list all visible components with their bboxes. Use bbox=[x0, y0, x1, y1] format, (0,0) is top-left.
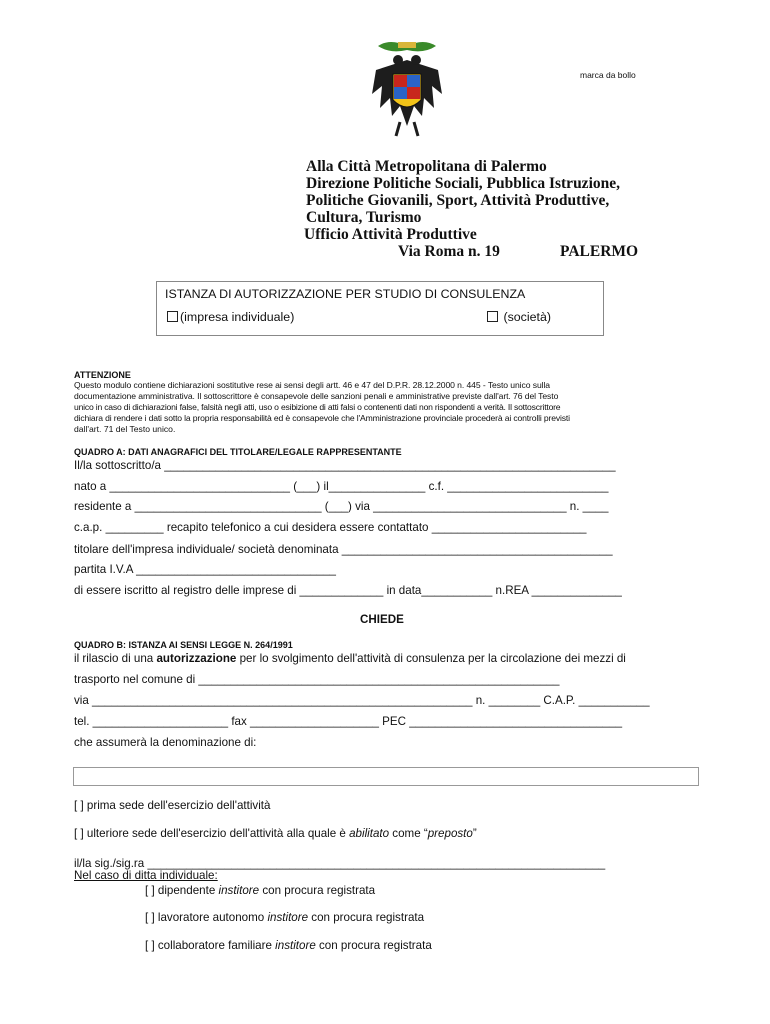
sub-option-employee[interactable] bbox=[145, 884, 375, 897]
sub-option-post: con procura registrata bbox=[308, 911, 425, 924]
request-intro bbox=[74, 652, 626, 665]
form-title-box bbox=[156, 281, 604, 336]
field-residence[interactable]: residente a _____________________________ (___) via ______________________________ n. ____ bbox=[74, 500, 609, 513]
option-further-pre: [ ] ulteriore sede dell'esercizio dell'attività alla quale è bbox=[74, 827, 350, 840]
option-further-em1: abilitato bbox=[349, 827, 390, 840]
recipient-address-line-4: Cultura, Turismo bbox=[306, 209, 422, 226]
attention-line-1: Questo modulo contiene dichiarazioni sostitutive rese ai sensi degli artt. 46 e 47 del D.P.R. 28.12.2000 n. 445 - Testo unico sulla bbox=[74, 380, 550, 390]
option-further-em2: preposto bbox=[427, 827, 473, 840]
sub-option-em: institore bbox=[275, 939, 316, 952]
request-intro-bold: autorizzazione bbox=[156, 652, 237, 665]
attention-heading: ATTENZIONE bbox=[74, 370, 131, 380]
sub-option-pre: [ ] lavoratore autonomo bbox=[145, 911, 268, 924]
field-cap-phone[interactable]: c.a.p. _________ recapito telefonico a cui desidera essere contattato ________________________ bbox=[74, 521, 587, 534]
option-individual[interactable] bbox=[167, 310, 294, 324]
option-further-office[interactable] bbox=[74, 827, 477, 840]
recipient-address-line-1: Alla Città Metropolitana di Palermo bbox=[306, 158, 547, 175]
request-intro-pre: il rilascio di una bbox=[74, 652, 157, 665]
stamp-label: marca da bollo bbox=[580, 70, 636, 80]
field-business-register[interactable]: di essere iscritto al registro delle imprese di _____________ in data___________ n.REA ______________ bbox=[74, 584, 622, 597]
option-company[interactable] bbox=[487, 310, 551, 324]
field-birth[interactable]: nato a ____________________________ (___) il_______________ c.f. _________________________ bbox=[74, 480, 609, 493]
chiede-heading: CHIEDE bbox=[360, 613, 404, 626]
recipient-address-line-3: Politiche Giovanili, Sport, Attività Produttive, bbox=[306, 192, 610, 209]
denomination-label: che assumerà la denominazione di: bbox=[74, 736, 257, 749]
sub-option-pre: [ ] collaboratore familiare bbox=[145, 939, 276, 952]
attention-line-2: documentazione amministrativa. Il sottoscrittore è consapevole delle sanzioni penali e amministrative previste dall'art. 76 del Testo bbox=[74, 391, 559, 401]
attention-line-4: dichiara di rendere i dati sotto la propria responsabilità ed è consapevole che l'Amministrazione provinciale procederà ai controlli previsti bbox=[74, 413, 570, 423]
sub-option-em: institore bbox=[267, 911, 309, 924]
option-primary-office[interactable]: [ ] prima sede dell'esercizio dell'attività bbox=[74, 799, 271, 812]
sub-option-pre: [ ] dipendente bbox=[145, 884, 219, 897]
request-intro-post: per lo svolgimento dell'attività di consulenza per la circolazione dei mezzi di bbox=[236, 652, 626, 665]
field-vat[interactable]: partita I.V.A _______________________________ bbox=[74, 563, 336, 576]
field-sig[interactable]: il/la sig./sig.ra _______________________________________________________________________ bbox=[74, 857, 606, 870]
quadro-a-heading: QUADRO A: DATI ANAGRAFICI DEL TITOLARE/LEGALE RAPPRESENTANTE bbox=[74, 447, 402, 457]
field-municipality[interactable]: trasporto nel comune di ________________________________________________________ bbox=[74, 673, 560, 686]
option-further-post: ” bbox=[472, 827, 477, 840]
individual-heading: Nel caso di ditta individuale: bbox=[74, 869, 218, 882]
attention-line-3: unico in caso di dichiarazioni false, falsità negli atti, uso o esibizione di atti falsi o contenenti dati non rispondenti a verità. Il sottoscrittore bbox=[74, 402, 561, 412]
sub-option-post: con procura registrata bbox=[315, 939, 432, 952]
option-individual-label: (impresa individuale) bbox=[180, 310, 295, 324]
option-further-mid: come “ bbox=[389, 827, 428, 840]
recipient-street: Via Roma n. 19 bbox=[398, 243, 500, 260]
checkbox-icon[interactable] bbox=[167, 311, 178, 322]
recipient-city: PALERMO bbox=[560, 243, 639, 260]
field-undersigned[interactable]: Il/la sottoscritto/a ______________________________________________________________________ bbox=[74, 459, 616, 472]
coat-of-arms-logo bbox=[370, 36, 444, 144]
recipient-address-line-2: Direzione Politiche Sociali, Pubblica Istruzione, bbox=[306, 175, 620, 192]
form-title: ISTANZA DI AUTORIZZAZIONE PER STUDIO DI CONSULENZA bbox=[165, 287, 526, 301]
sub-option-family[interactable] bbox=[145, 939, 432, 952]
field-contacts[interactable]: tel. _____________________ fax ____________________ PEC _________________________________ bbox=[74, 715, 623, 728]
quadro-b-heading: QUADRO B: ISTANZA AI SENSI LEGGE N. 264/1991 bbox=[74, 640, 293, 650]
sub-option-em: institore bbox=[218, 884, 260, 897]
checkbox-icon[interactable] bbox=[487, 311, 498, 322]
field-address[interactable]: via ___________________________________________________________ n. ________ C.A.P. ___________ bbox=[74, 694, 650, 707]
recipient-address-line-5: Ufficio Attività Produttive bbox=[304, 226, 477, 243]
sub-option-post: con procura registrata bbox=[259, 884, 376, 897]
attention-line-5: dall'art. 71 del Testo unico. bbox=[74, 424, 176, 434]
sub-option-self-employed[interactable] bbox=[145, 911, 424, 924]
denomination-input[interactable] bbox=[73, 767, 699, 786]
option-company-label: (società) bbox=[503, 310, 551, 324]
field-company-name[interactable]: titolare dell'impresa individuale/ società denominata __________________________________________ bbox=[74, 543, 613, 556]
